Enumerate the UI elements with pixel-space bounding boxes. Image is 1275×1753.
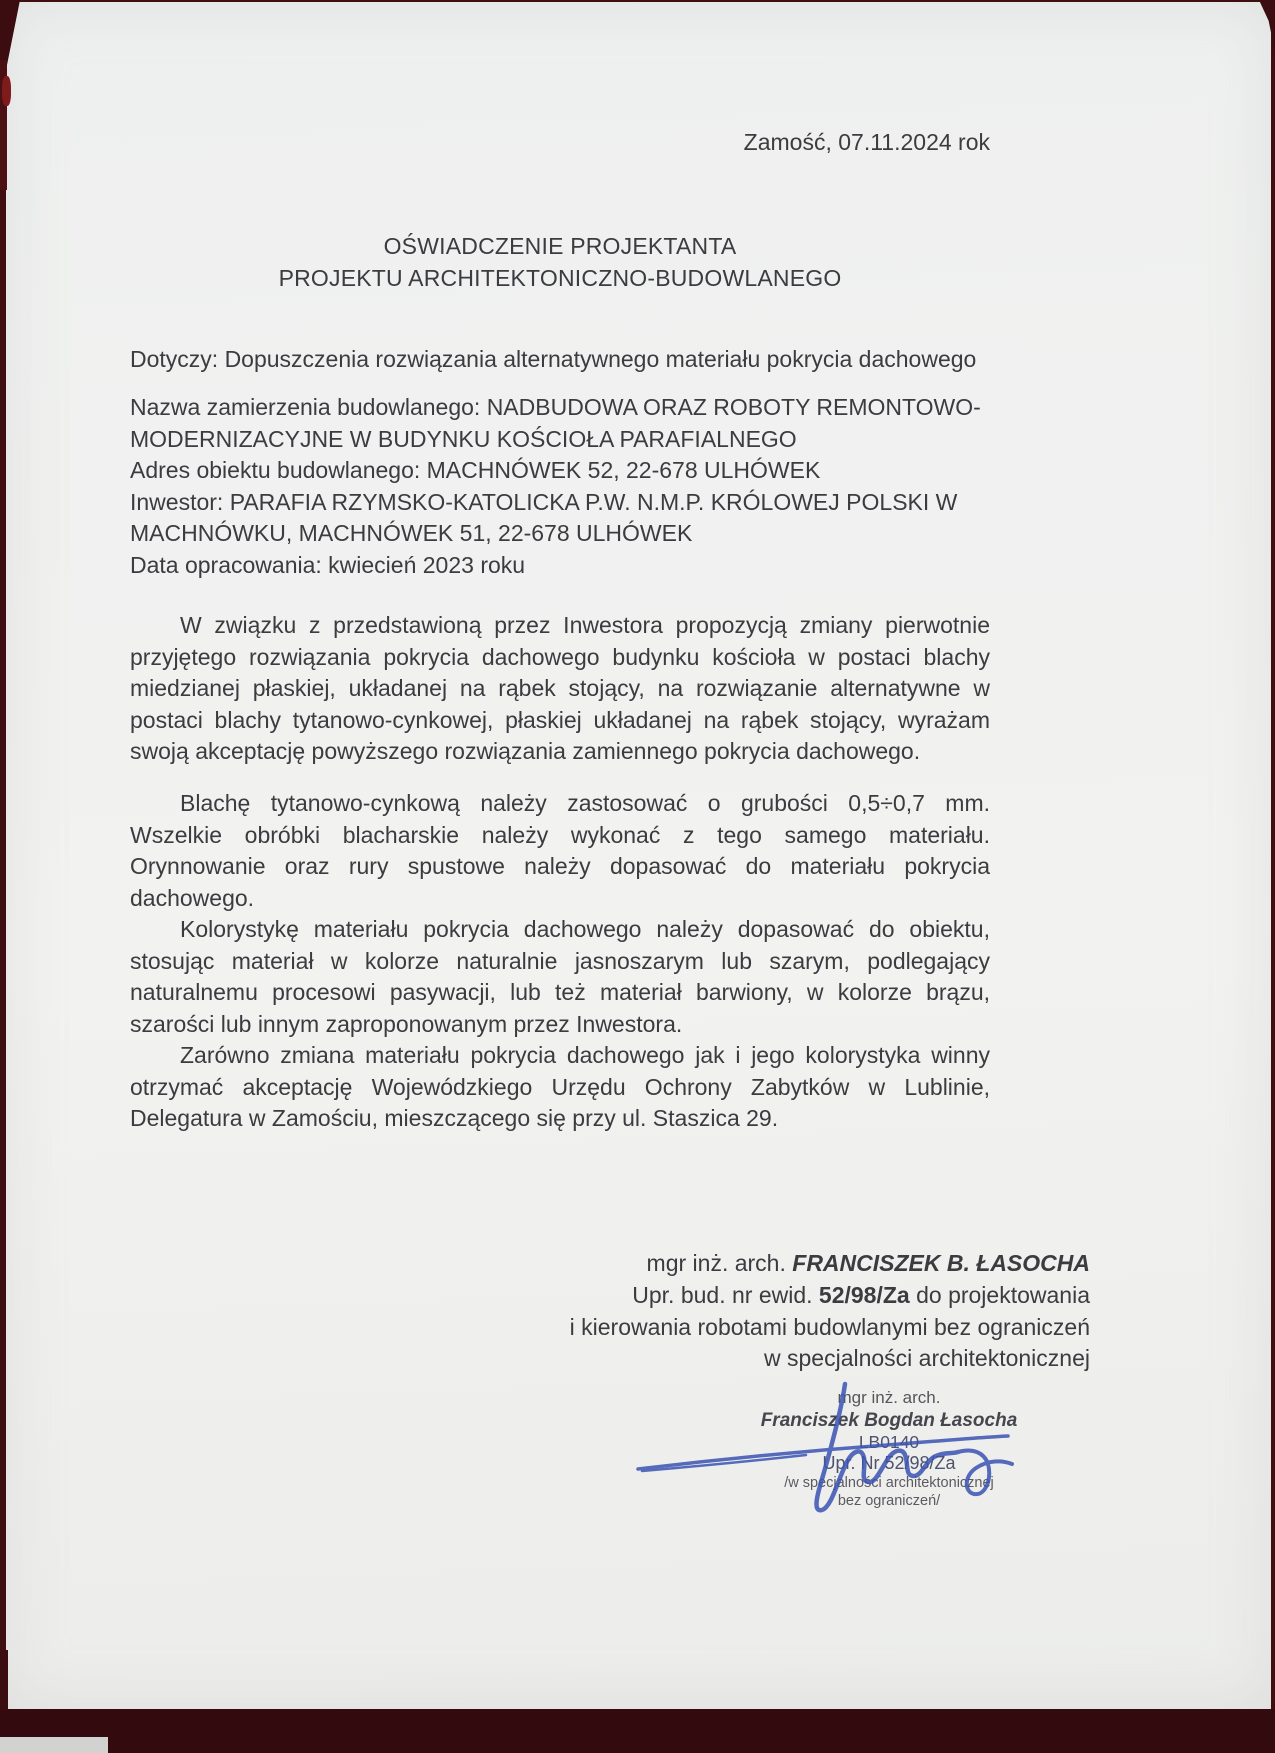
detail-date: Data opracowania: kwiecień 2023 roku (130, 551, 526, 578)
detail-address: Adres obiektu budowlanego: MACHNÓWEK 52, 22-678 ULHÓWEK (130, 457, 821, 483)
paragraph-color: Kolorystykę materiału pokrycia dachowego należy dopasować do obiektu, stosując materiał w kolorze naturalnie jasnoszarym lub szarym, podlegający naturalnemu procesowi pasywacji, lub też materiał barwiony, w kolorze brązu, szarości lub innym zaproponowanym przez Inwestora. (130, 916, 990, 1037)
architect-stamp (703, 1388, 1075, 1511)
signature-line-3: i kierowania robotami budowlanymi bez ograniczeń (569, 1313, 1090, 1340)
stamp-no-limits: bez ograniczeń/ (837, 1492, 941, 1509)
scan-bottom-edge (0, 1709, 1275, 1753)
date-line: Zamość, 07.11.2024 rok (743, 129, 990, 155)
license-prefix: Upr. bud. nr ewid. (632, 1281, 819, 1308)
title-line-1: OŚWIADCZENIE PROJEKTANTA (383, 233, 737, 259)
detail-project-name: Nazwa zamierzenia budowlanego: NADBUDOWA ORAZ ROBOTY REMONTOWO-MODERNIZACYJNE W BUDYNKU KOŚCIOŁA PARAFIALNEGO (130, 394, 981, 452)
signature-line-4: w specjalności architektonicznej (764, 1345, 1090, 1372)
title-line-2: PROJEKTU ARCHITEKTONICZNO-BUDOWLANEGO (278, 264, 842, 291)
detail-investor: Inwestor: PARAFIA RZYMSKO-KATOLICKA P.W. N.M.P. KRÓLOWEJ POLSKI W MACHNÓWKU, MACHNÓWEK 51, 22-678 ULHÓWEK (130, 488, 958, 546)
stamp-specialty: /w specjalności architektonicznej (784, 1475, 994, 1492)
paragraph-group (130, 788, 990, 1135)
scan-corner-bottom-left (0, 1650, 8, 1710)
paragraph-approval: Zarówno zmiana materiału pokrycia dachowego jak i jego kolorystyka winny otrzymać akceptację Wojewódzkiego Urzędu Ochrony Zabytków w Lublinie, Delegatura w Zamościu, mieszczącego się przy ul. Staszica 29. (130, 1042, 990, 1131)
stamp-license: Upr. Nr 52/98/Za (822, 1453, 956, 1474)
designer-name: FRANCISZEK B. ŁASOCHA (792, 1250, 1090, 1276)
license-suffix: do projektowania (909, 1281, 1090, 1308)
project-details (130, 392, 996, 581)
stamp-title: mgr inż. arch. (837, 1388, 941, 1407)
signature-block (130, 1248, 1090, 1375)
scan-bottom-light-patch (0, 1737, 108, 1753)
paragraph-material: Blachę tytanowo-cynkową należy zastosować o grubości 0,5÷0,7 mm. Wszelkie obróbki blacharskie należy wykonać z tego samego materiału. Orynnowanie oraz rury spustowe należy dopasować do materiału pokrycia dachowego. (130, 790, 990, 911)
stamp-id: LB0140 (858, 1431, 920, 1452)
document-title (130, 231, 990, 294)
signature-title-prefix: mgr inż. arch. (646, 1250, 793, 1276)
signature-line-1 (130, 1248, 1090, 1280)
subject-line: Dotyczy: Dopuszczenia rozwiązania alternatywnego materiału pokrycia dachowego (130, 346, 977, 372)
license-number: 52/98/Za (818, 1281, 910, 1308)
stamp-name: Franciszek Bogdan Łasocha (760, 1409, 1018, 1431)
signature-line-2 (130, 1280, 1090, 1312)
scan-smudge (2, 76, 11, 106)
paragraph-acceptance: W związku z przedstawioną przez Inwestora propozycją zmiany pierwotnie przyjętego rozwiązania pokrycia dachowego budynku kościoła w postaci blachy miedzianej płaskiej, układanej na rąbek stojący, na rozwiązanie alternatywne w postaci blachy tytanowo-cynkowej, płaskiej układanej na rąbek stojący, wyrażam swoją akceptację powyższego rozwiązania zamiennego pokrycia dachowego. (130, 612, 990, 764)
